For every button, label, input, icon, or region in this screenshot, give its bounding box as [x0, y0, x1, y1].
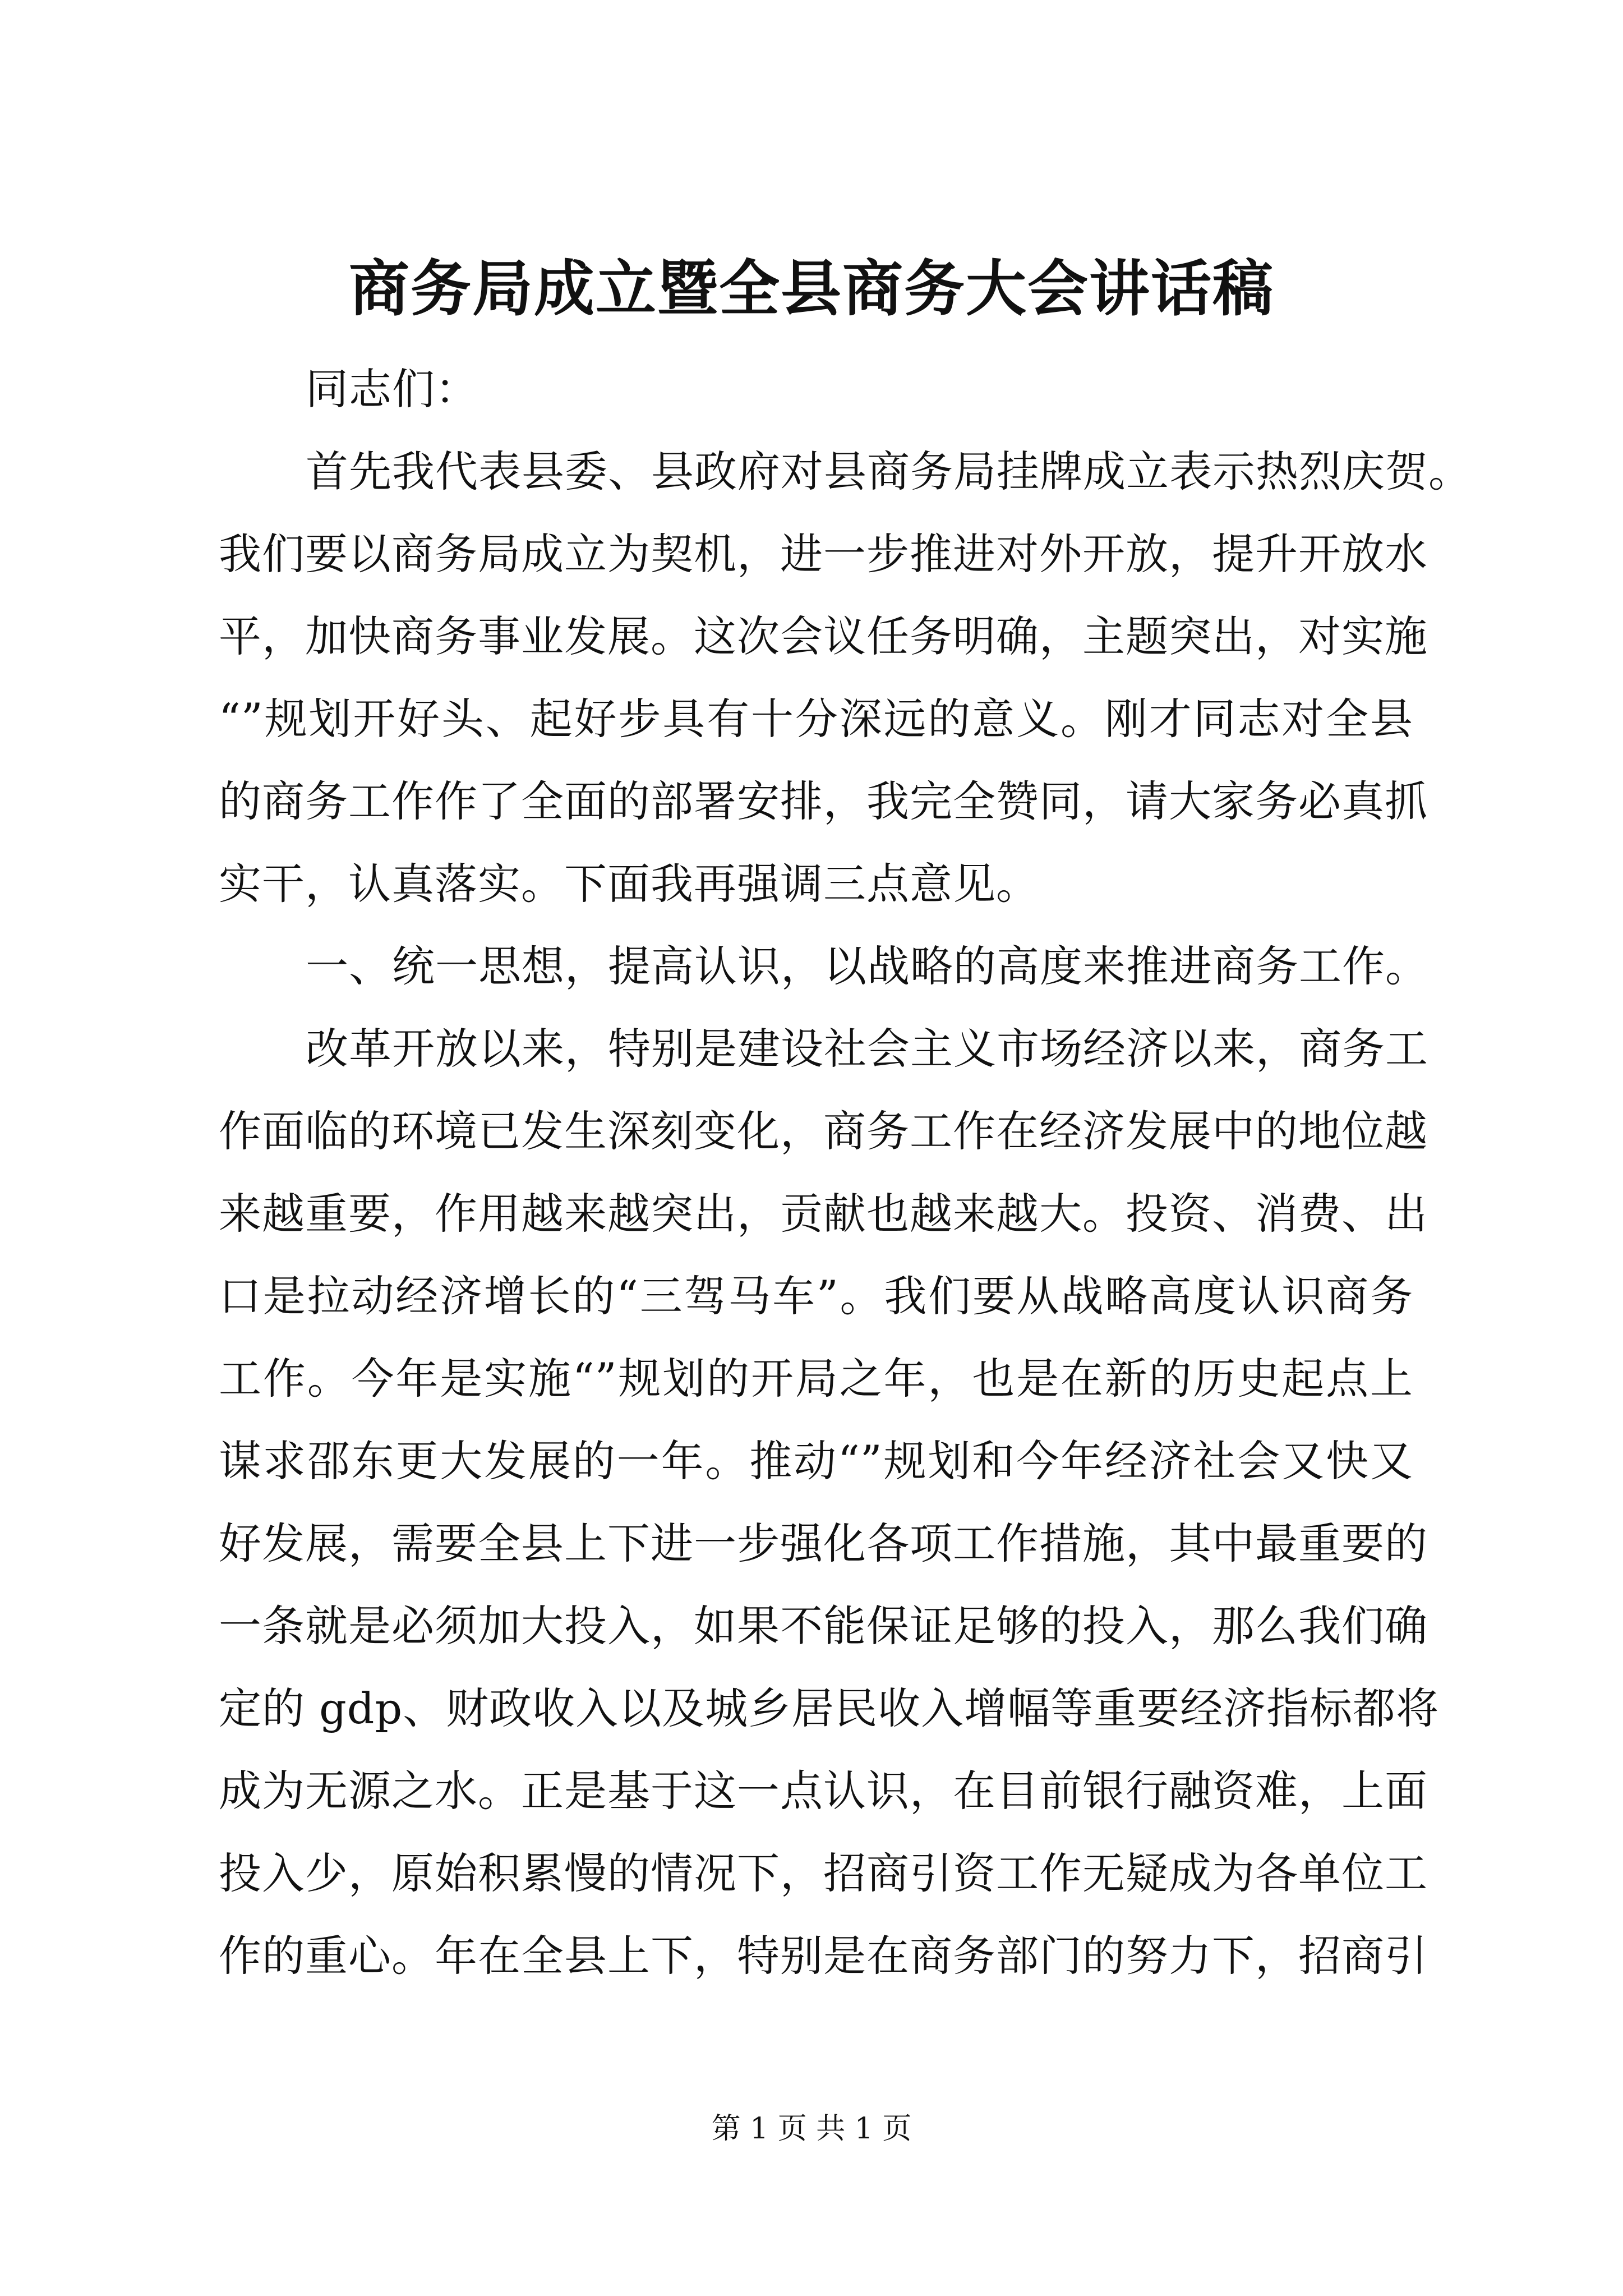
paragraph-line: 同志们： — [306, 364, 478, 414]
document-body — [219, 348, 1472, 1997]
paragraph-line: 成为无源之水。正是基于这一点认识，在目前银行融资难，上面 — [219, 1766, 1428, 1816]
paragraph-line: 作面临的环境已发生深刻变化，商务工作在经济发展中的地位越 — [219, 1106, 1428, 1156]
paragraph-line: “”规划开好头、起好步具有十分深远的意义。刚才同志对全县 — [219, 694, 1413, 744]
paragraph-line: 一、统一思想，提高认识，以战略的高度来推进商务工作。 — [306, 941, 1428, 991]
paragraph-line: 一条就是必须加大投入，如果不能保证足够的投入，那么我们确 — [219, 1601, 1428, 1651]
paragraph-line: 改革开放以来，特别是建设社会主义市场经济以来，商务工 — [306, 1024, 1428, 1074]
paragraph-line: 工作。今年是实施“”规划的开局之年，也是在新的历史起点上 — [219, 1354, 1413, 1404]
document-title: 商务局成立暨全县商务大会讲话稿 — [348, 254, 1274, 324]
paragraph-line: 实干，认真落实。下面我再强调三点意见。 — [219, 859, 1039, 909]
paragraph-line: 来越重要，作用越来越突出，贡献也越来越大。投资、消费、出 — [219, 1189, 1428, 1239]
paragraph-line: 谋求邵东更大发展的一年。推动“”规划和今年经济社会又快又 — [219, 1436, 1413, 1486]
paragraph-line: 作的重心。年在全县上下，特别是在商务部门的努力下，招商引 — [219, 1931, 1428, 1981]
paragraph-line: 投入少，原始积累慢的情况下，招商引资工作无疑成为各单位工 — [219, 1848, 1428, 1898]
paragraph-line: 的商务工作作了全面的部署安排，我完全赞同，请大家务必真抓 — [219, 776, 1428, 826]
paragraph-line: 首先我代表县委、县政府对县商务局挂牌成立表示热烈庆贺。 — [306, 447, 1472, 496]
paragraph-line: 口是拉动经济增长的“三驾马车”。我们要从战略高度认识商务 — [219, 1271, 1413, 1321]
paragraph-line: 好发展，需要全县上下进一步强化各项工作措施，其中最重要的 — [219, 1519, 1428, 1568]
paragraph-line: 定的 gdp、财政收入以及城乡居民收入增幅等重要经济指标都将 — [219, 1683, 1440, 1733]
page-footer: 第 1 页 共 1 页 — [711, 2112, 912, 2146]
paragraph-line: 平，加快商务事业发展。这次会议任务明确，主题突出，对实施 — [219, 611, 1428, 661]
paragraph-line: 我们要以商务局成立为契机，进一步推进对外开放，提升开放水 — [219, 529, 1428, 579]
